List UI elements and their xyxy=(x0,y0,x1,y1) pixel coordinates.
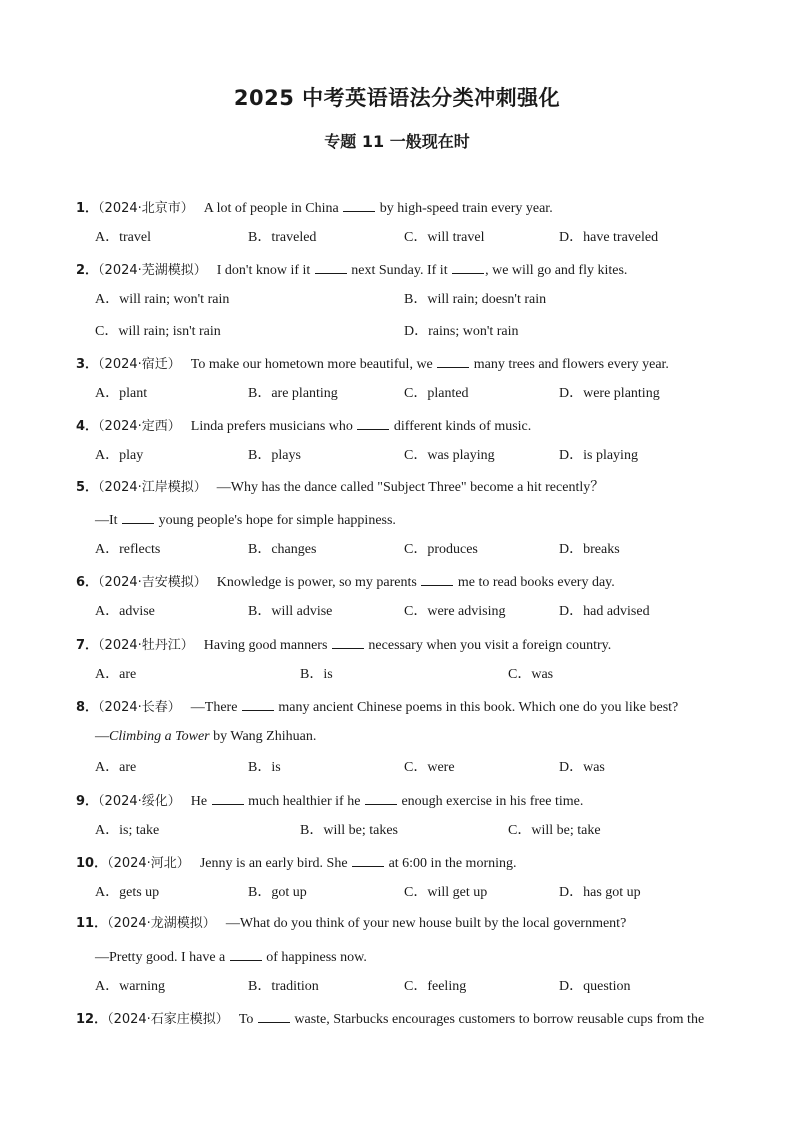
answer-blank[interactable] xyxy=(437,354,469,368)
page-title: 2025 中考英语语法分类冲刺强化 xyxy=(233,86,561,110)
question-5-reply: —It young people's hope for simple happiness. xyxy=(95,510,396,530)
option-c[interactable]: C．will be; take xyxy=(508,823,601,838)
question-12: 12．（2024·石家庄模拟） To waste, Starbucks encourages customers to borrow reusable cups from the xyxy=(76,1009,704,1029)
option-b[interactable]: B．will advise xyxy=(248,604,333,619)
question-11: 11．（2024·龙湖模拟） —What do you think of your new house built by the local government? xyxy=(76,916,627,931)
answer-blank[interactable] xyxy=(122,510,154,524)
option-b[interactable]: B．are planting xyxy=(248,386,338,401)
option-a[interactable]: A．reflects xyxy=(95,542,161,557)
answer-blank[interactable] xyxy=(365,791,397,805)
option-a[interactable]: A．are xyxy=(95,760,137,775)
option-d[interactable]: D．breaks xyxy=(559,542,620,557)
option-d[interactable]: D．question xyxy=(559,979,631,994)
option-d[interactable]: D．has got up xyxy=(559,885,641,900)
question-4: 4．（2024·定西） Linda prefers musicians who different kinds of music. xyxy=(76,416,531,436)
option-d[interactable]: D．were planting xyxy=(559,386,660,401)
question-1: 1．（2024·北京市） A lot of people in China by high-speed train every year. xyxy=(76,198,553,218)
question-8-reply: —Climbing a Tower by Wang Zhihuan. xyxy=(95,729,317,744)
option-c[interactable]: C．will get up xyxy=(404,885,488,900)
question-9: 9．（2024·绥化） He much healthier if he enough exercise in his free time. xyxy=(76,791,583,811)
answer-blank[interactable] xyxy=(343,198,375,212)
question-2: 2．（2024·芜湖模拟） I don't know if it next Sunday. If it , we will go and fly kites. xyxy=(76,260,627,280)
option-c[interactable]: C．planted xyxy=(404,386,469,401)
option-a[interactable]: A．are xyxy=(95,667,137,682)
question-3: 3．（2024·宿迁） To make our hometown more beautiful, we many trees and flowers every year. xyxy=(76,354,669,374)
page-subtitle: 专题 11 一般现在时 xyxy=(324,132,470,151)
option-b[interactable]: B．is xyxy=(248,760,281,775)
answer-blank[interactable] xyxy=(258,1009,290,1023)
option-d[interactable]: D．is playing xyxy=(559,448,638,463)
option-d[interactable]: D．rains; won't rain xyxy=(404,324,519,339)
question-11-reply: —Pretty good. I have a of happiness now. xyxy=(95,947,367,967)
option-a[interactable]: A．play xyxy=(95,448,144,463)
option-a[interactable]: A．will rain; won't rain xyxy=(95,292,230,307)
option-b[interactable]: B．tradition xyxy=(248,979,319,994)
option-c[interactable]: C．were advising xyxy=(404,604,506,619)
option-a[interactable]: A．gets up xyxy=(95,885,160,900)
option-b[interactable]: B．traveled xyxy=(248,230,317,245)
option-a[interactable]: A．is; take xyxy=(95,823,160,838)
option-d[interactable]: D．have traveled xyxy=(559,230,659,245)
poem-title: Climbing a Tower xyxy=(109,729,210,744)
option-c[interactable]: C．will travel xyxy=(404,230,485,245)
option-b[interactable]: B．plays xyxy=(248,448,301,463)
option-a[interactable]: A．warning xyxy=(95,979,165,994)
question-8: 8．（2024·长春） —There many ancient Chinese poems in this book. Which one do you like best? xyxy=(76,697,678,717)
option-c[interactable]: C．was xyxy=(508,667,554,682)
option-c[interactable]: C．will rain; isn't rain xyxy=(95,324,221,339)
question-10: 10．（2024·河北） Jenny is an early bird. She at 6:00 in the morning. xyxy=(76,853,517,873)
answer-blank[interactable] xyxy=(230,947,262,961)
option-b[interactable]: B．will rain; doesn't rain xyxy=(404,292,547,307)
answer-blank[interactable] xyxy=(315,260,347,274)
answer-blank[interactable] xyxy=(332,635,364,649)
question-5: 5．（2024·江岸模拟） —Why has the dance called "Subject Three" become a hit recently？ xyxy=(76,480,605,495)
option-b[interactable]: B．changes xyxy=(248,542,317,557)
question-7: 7．（2024·牡丹江） Having good manners necessary when you visit a foreign country. xyxy=(76,635,611,655)
option-b[interactable]: B．got up xyxy=(248,885,307,900)
option-b[interactable]: B．is xyxy=(300,667,333,682)
answer-blank[interactable] xyxy=(352,853,384,867)
question-6: 6．（2024·吉安模拟） Knowledge is power, so my parents me to read books every day. xyxy=(76,572,615,592)
answer-blank[interactable] xyxy=(357,416,389,430)
option-c[interactable]: C．was playing xyxy=(404,448,495,463)
option-c[interactable]: C．feeling xyxy=(404,979,467,994)
option-d[interactable]: D．was xyxy=(559,760,605,775)
option-a[interactable]: A．travel xyxy=(95,230,151,245)
option-a[interactable]: A．plant xyxy=(95,386,148,401)
option-c[interactable]: C．were xyxy=(404,760,455,775)
option-a[interactable]: A．advise xyxy=(95,604,155,619)
option-c[interactable]: C．produces xyxy=(404,542,478,557)
answer-blank[interactable] xyxy=(242,697,274,711)
option-d[interactable]: D．had advised xyxy=(559,604,650,619)
option-b[interactable]: B．will be; takes xyxy=(300,823,398,838)
answer-blank[interactable] xyxy=(421,572,453,586)
answer-blank[interactable] xyxy=(212,791,244,805)
answer-blank[interactable] xyxy=(452,260,484,274)
